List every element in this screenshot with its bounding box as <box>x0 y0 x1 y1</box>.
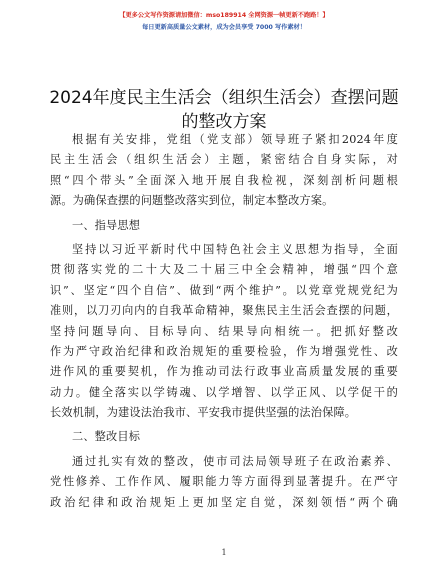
text-line: 进作风的重要契机，作为推动司法行政事业高质量发展的重要 <box>50 365 398 379</box>
text-line: 贯彻落实党的二十大及二十届三中全会精神，增强“四个意 <box>50 263 398 277</box>
document-body <box>50 130 398 513</box>
section-heading-guiding-thought: 一、指导思想 <box>72 218 141 232</box>
promo-banner-line-1: 【更多公文写作资源请加微信：mso189914 全网资源一帧更新不跑路！】 <box>119 12 329 19</box>
text-line: 政治纪律和政治规矩上更加坚定自觉，深刻领悟“两个确 <box>50 495 398 509</box>
text-line: 党性修养、工作作风、履职能力等方面得到显著提升。在严守 <box>50 475 398 489</box>
text-line: 长效机制，为建设法治我市、平安我市提供坚强的法治保障。 <box>50 406 357 420</box>
page-number: 1 <box>221 548 227 557</box>
text-line: 坚持问题导向、目标导向、结果导向相统一。把抓好整改 <box>50 324 398 338</box>
title-line-2: 的整改方案 <box>181 112 267 132</box>
paragraph-goals <box>50 452 398 513</box>
text-line: 根据有关安排，党组（党支部）领导班子紧扣2024年度 <box>72 133 398 146</box>
text-line: 源。为确保查摆的问题整改落实到位，制定本整改方案。 <box>50 194 334 208</box>
section-heading-goals: 二、整改目标 <box>72 430 141 444</box>
text-line: 通过扎实有效的整改，使市司法局领导班子在政治素养、 <box>72 454 398 468</box>
text-line: 民主生活会（组织生活会）主题，紧密结合自身实际，对 <box>50 153 398 167</box>
title-line-1: 2024年度民主生活会（组织生活会）查摆问题 <box>49 88 399 108</box>
paragraph-guiding-thought <box>50 240 398 424</box>
document-title <box>40 86 408 134</box>
promo-banner-line-2: 每日更新高质量公文素材，成为会员享受 7000 写作素材！ <box>142 24 306 31</box>
paragraph-intro <box>50 130 398 212</box>
text-line: 准则，以刀刃向内的自我革命精神，聚焦民主生活会查摆的问题， <box>50 304 398 318</box>
text-line: 坚持以习近平新时代中国特色社会主义思想为指导，全面 <box>72 242 398 256</box>
text-line: 照“四个带头”全面深入地开展自我检视，深刻剖析问题根 <box>50 173 398 187</box>
text-line: 动力。健全落实以学铸魂、以学增智、以学正风、以学促干的 <box>50 385 398 399</box>
text-line: 作为严守政治纪律和政治规矩的重要检验，作为增强党性、改 <box>50 344 398 358</box>
text-line: 识”、坚定“四个自信”、做到“两个维护”。以党章党规党纪为 <box>50 283 398 297</box>
